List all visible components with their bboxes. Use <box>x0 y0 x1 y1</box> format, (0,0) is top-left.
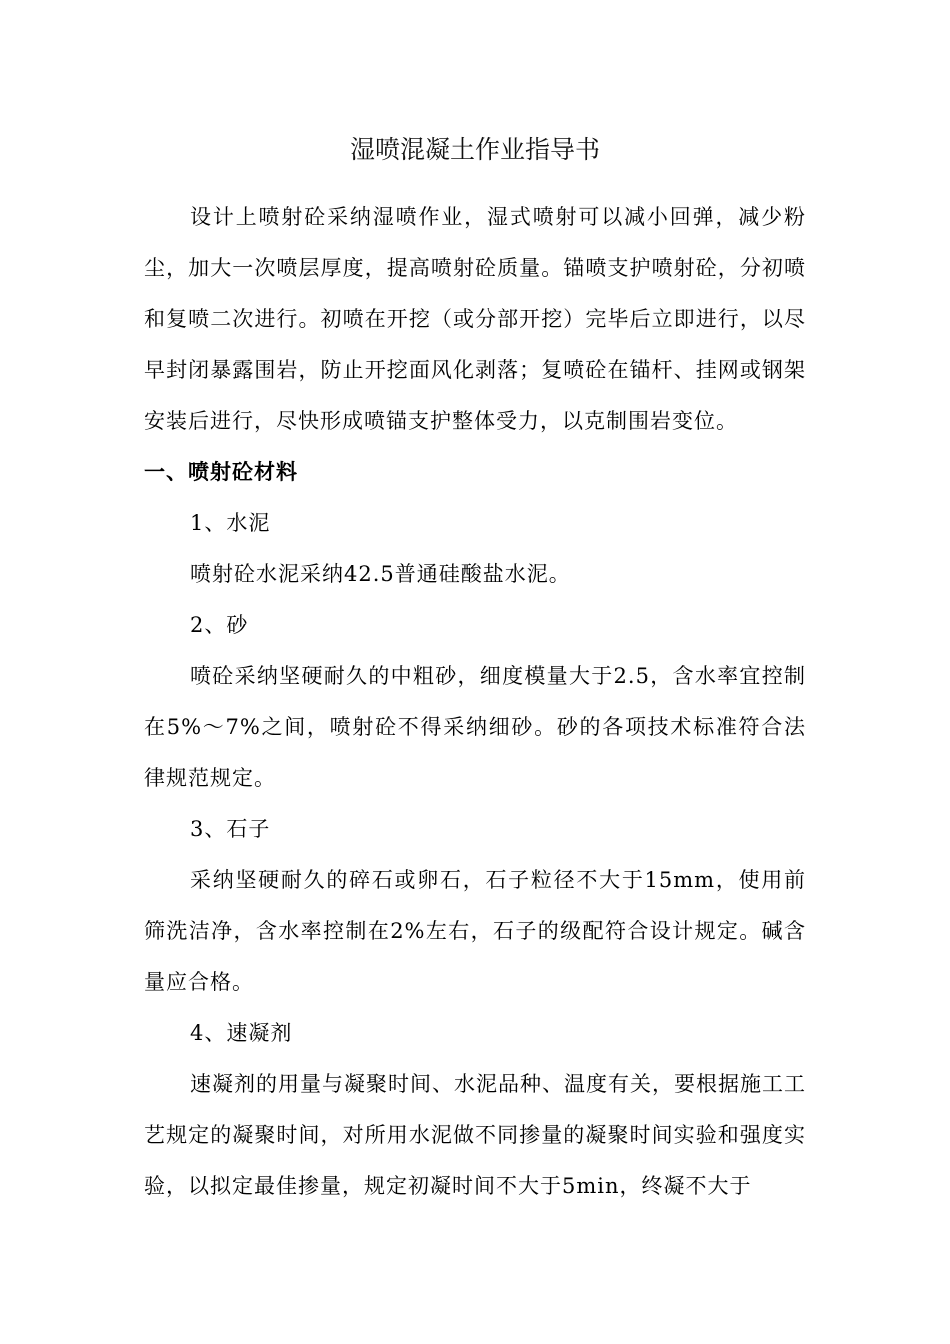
document-body <box>144 192 806 1212</box>
item-heading-sand: 2、砂 <box>190 613 249 637</box>
intro-paragraph: 设计上喷射砼采纳湿喷作业，湿式喷射可以减小回弹，减少粉尘，加大一次喷层厚度，提高喷射砼质量。锚喷支护喷射砼，分初喷和复喷二次进行。初喷在开挖（或分部开挖）完毕后立即进行，以尽早封闭暴露围岩，防止开挖面风化剥落；复喷砼在锚杆、挂网或钢架安装后进行，尽快形成喷锚支护整体受力，以克制围岩变位。 <box>144 205 806 433</box>
document-title: 湿喷混凝土作业指导书 <box>349 135 600 164</box>
item-text-accelerator: 速凝剂的用量与凝聚时间、水泥品种、温度有关，要根据施工工艺规定的凝聚时间，对所用水泥做不同掺量的凝聚时间实验和强度实验，以拟定最佳掺量，规定初凝时间不大于5min，终凝不大于 <box>144 1072 806 1198</box>
item-text-gravel: 采纳坚硬耐久的碎石或卵石，石子粒径不大于15mm，使用前筛洗洁净，含水率控制在2%左右，石子的级配符合设计规定。碱含量应合格。 <box>144 868 806 994</box>
item-text-cement: 喷射砼水泥采纳42.5普通硅酸盐水泥。 <box>190 562 571 586</box>
item-heading-cement: 1、水泥 <box>190 511 271 535</box>
item-text-sand: 喷砼采纳坚硬耐久的中粗砂，细度模量大于2.5，含水率宜控制在5%～7%之间，喷射砼不得采纳细砂。砂的各项技术标准符合法律规范规定。 <box>144 664 806 790</box>
section-heading-materials: 一、喷射砼材料 <box>144 460 298 484</box>
item-heading-accelerator: 4、速凝剂 <box>190 1021 293 1045</box>
item-heading-gravel: 3、石子 <box>190 817 271 841</box>
